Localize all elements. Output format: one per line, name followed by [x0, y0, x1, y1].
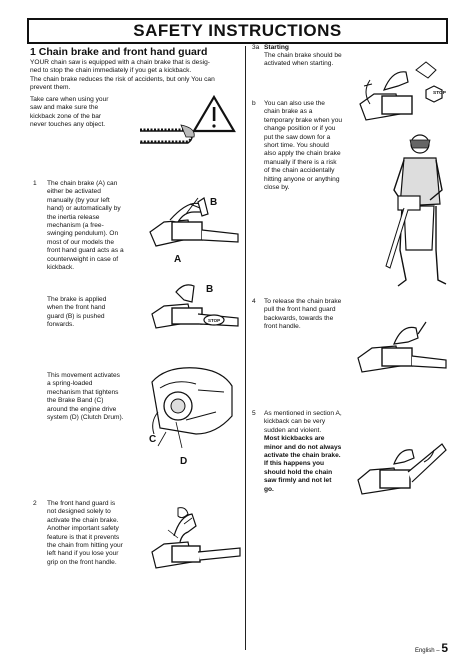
item3b-line: also apply the chain brake [264, 150, 341, 158]
item5-bold-line: activate the chain brake. [264, 452, 341, 460]
item1-line: the inertia release [47, 213, 100, 221]
item3b-text [264, 100, 374, 192]
movement-line: system (D) (Clutch Drum). [47, 414, 124, 422]
item1-line: front hand guard acts as a [47, 247, 124, 255]
item1-line: swinging pendulum). On [47, 230, 119, 238]
item5-bold-line: minor and do not always [264, 443, 342, 451]
item4-line: To release the chain brake [264, 298, 342, 305]
item4-line: backwards, towards the [264, 314, 334, 322]
item2-line: not designed solely to [47, 508, 111, 516]
kickback-illustration [354, 440, 448, 504]
intro-line: The chain brake reduces the risk of accidents, but only You can [30, 75, 215, 83]
item5-line: kickback can be very [264, 418, 326, 426]
item1-line: The chain brake (A) can [47, 180, 118, 187]
footer-language: English – [414, 648, 442, 654]
label-a: A [174, 254, 182, 265]
brake-line: guard (B) is pushed [47, 312, 105, 320]
stop-sign: STOP [208, 318, 221, 323]
item2-line: Another important safety [47, 525, 119, 533]
care-line: never touches any object. [30, 121, 106, 129]
item3b-line: close by. [264, 184, 290, 192]
item3a-title: Starting [264, 44, 289, 51]
item5-line: sudden and violent. [264, 426, 322, 434]
item3b-line: manually if there is a risk [264, 158, 337, 166]
hand-guard-illustration [148, 506, 242, 578]
item1-line: manually (by your left [47, 196, 110, 204]
label-b-applied: B [206, 284, 214, 295]
section-intro [30, 59, 242, 93]
stop-sign-3a: STOP [433, 91, 446, 96]
kickback-zone-illustration [138, 95, 238, 155]
item4-line: front handle. [264, 323, 301, 331]
item3b-line: of the chain accidentally [264, 167, 335, 175]
item5-line: As mentioned in section A, [264, 410, 342, 417]
item3a-line: activated when starting. [264, 60, 334, 68]
brake-line: when the front hand [47, 304, 106, 312]
column-divider [245, 46, 246, 650]
chain-brake-illustration [148, 190, 242, 270]
item1-line: mechanism (a free- [47, 222, 104, 230]
label-d: D [180, 456, 188, 467]
item-number: 1 [33, 180, 37, 187]
item1-line: kickback. [47, 264, 75, 272]
item-number: b [252, 100, 256, 107]
item-number: 5 [252, 410, 256, 417]
section-heading: 1 Chain brake and front hand guard [30, 46, 208, 58]
item-number: 3a [252, 44, 260, 51]
release-brake-illustration [356, 318, 448, 382]
page-title-box [27, 18, 448, 44]
page-title: SAFETY INSTRUCTIONS [133, 21, 342, 40]
item3b-line: put the saw down for a [264, 133, 331, 141]
movement-line: mechanism that tightens [47, 388, 119, 396]
item1-text [47, 180, 147, 272]
label-c: C [149, 434, 157, 445]
label-b: B [210, 197, 218, 208]
item5-bold-line: should hold the chain [264, 468, 333, 476]
item5-bold-line: If this happens you [264, 460, 325, 468]
brake-line: The brake is applied [47, 296, 107, 303]
item3b-line: You can also use the [264, 100, 325, 107]
brake-applied-text [47, 296, 147, 330]
item2-line: the chain from hitting your [47, 542, 123, 550]
care-line: kickback zone of the bar [30, 112, 102, 120]
item2-line: The front hand guard is [47, 500, 116, 507]
movement-text [47, 372, 147, 422]
page-number: 5 [441, 641, 448, 655]
movement-line: around the engine drive [47, 405, 117, 413]
item2-line: left hand if you lose your [47, 550, 119, 558]
item1-line: either be activated [47, 188, 101, 196]
operator-illustration [380, 130, 448, 290]
item3b-line: hitting anyone or anything [264, 175, 340, 183]
item3b-line: short time. You should [264, 142, 329, 150]
item1-line: most of our models the [47, 238, 115, 246]
item2-line: activate the chain brake. [47, 516, 119, 524]
item1-line: hand) or automatically by [47, 205, 121, 213]
item3b-line: change position or if you [264, 125, 336, 133]
page-footer [415, 641, 448, 655]
item3b-line: temporary brake when you [264, 116, 343, 124]
intro-line: prevent them. [30, 84, 71, 92]
movement-line: This movement activates [47, 372, 120, 379]
item-number: 2 [33, 500, 37, 507]
brake-line: forwards. [47, 321, 75, 329]
care-line: saw and make sure the [30, 104, 99, 112]
item1-line: counterweight in case of [47, 255, 119, 263]
brake-applied-illustration [148, 278, 242, 342]
item5-bold-line: saw firmly and not let [264, 477, 332, 485]
item5-bold-line: Most kickbacks are [264, 435, 325, 443]
item2-line: feature is that it prevents [47, 533, 120, 541]
item-number: 4 [252, 298, 256, 305]
care-text [30, 96, 135, 130]
clutch-mechanism-illustration [146, 362, 238, 460]
item4-line: pull the front hand guard [264, 306, 336, 314]
intro-line: YOUR chain saw is equipped with a chain brake that is desig- [30, 59, 210, 66]
movement-line: the Brake Band (C) [47, 397, 104, 405]
intro-line: ned to stop the chain immediately if you get a kickback. [30, 67, 192, 75]
care-line: Take care when using your [30, 96, 109, 103]
item2-line: grip on the front handle. [47, 558, 117, 566]
item2-text [47, 500, 147, 567]
item5-bold-line: go. [264, 485, 274, 493]
item3a-line: The chain brake should be [264, 52, 342, 59]
movement-line: a spring-loaded [47, 380, 93, 388]
item3b-line: chain brake as a [264, 108, 313, 116]
